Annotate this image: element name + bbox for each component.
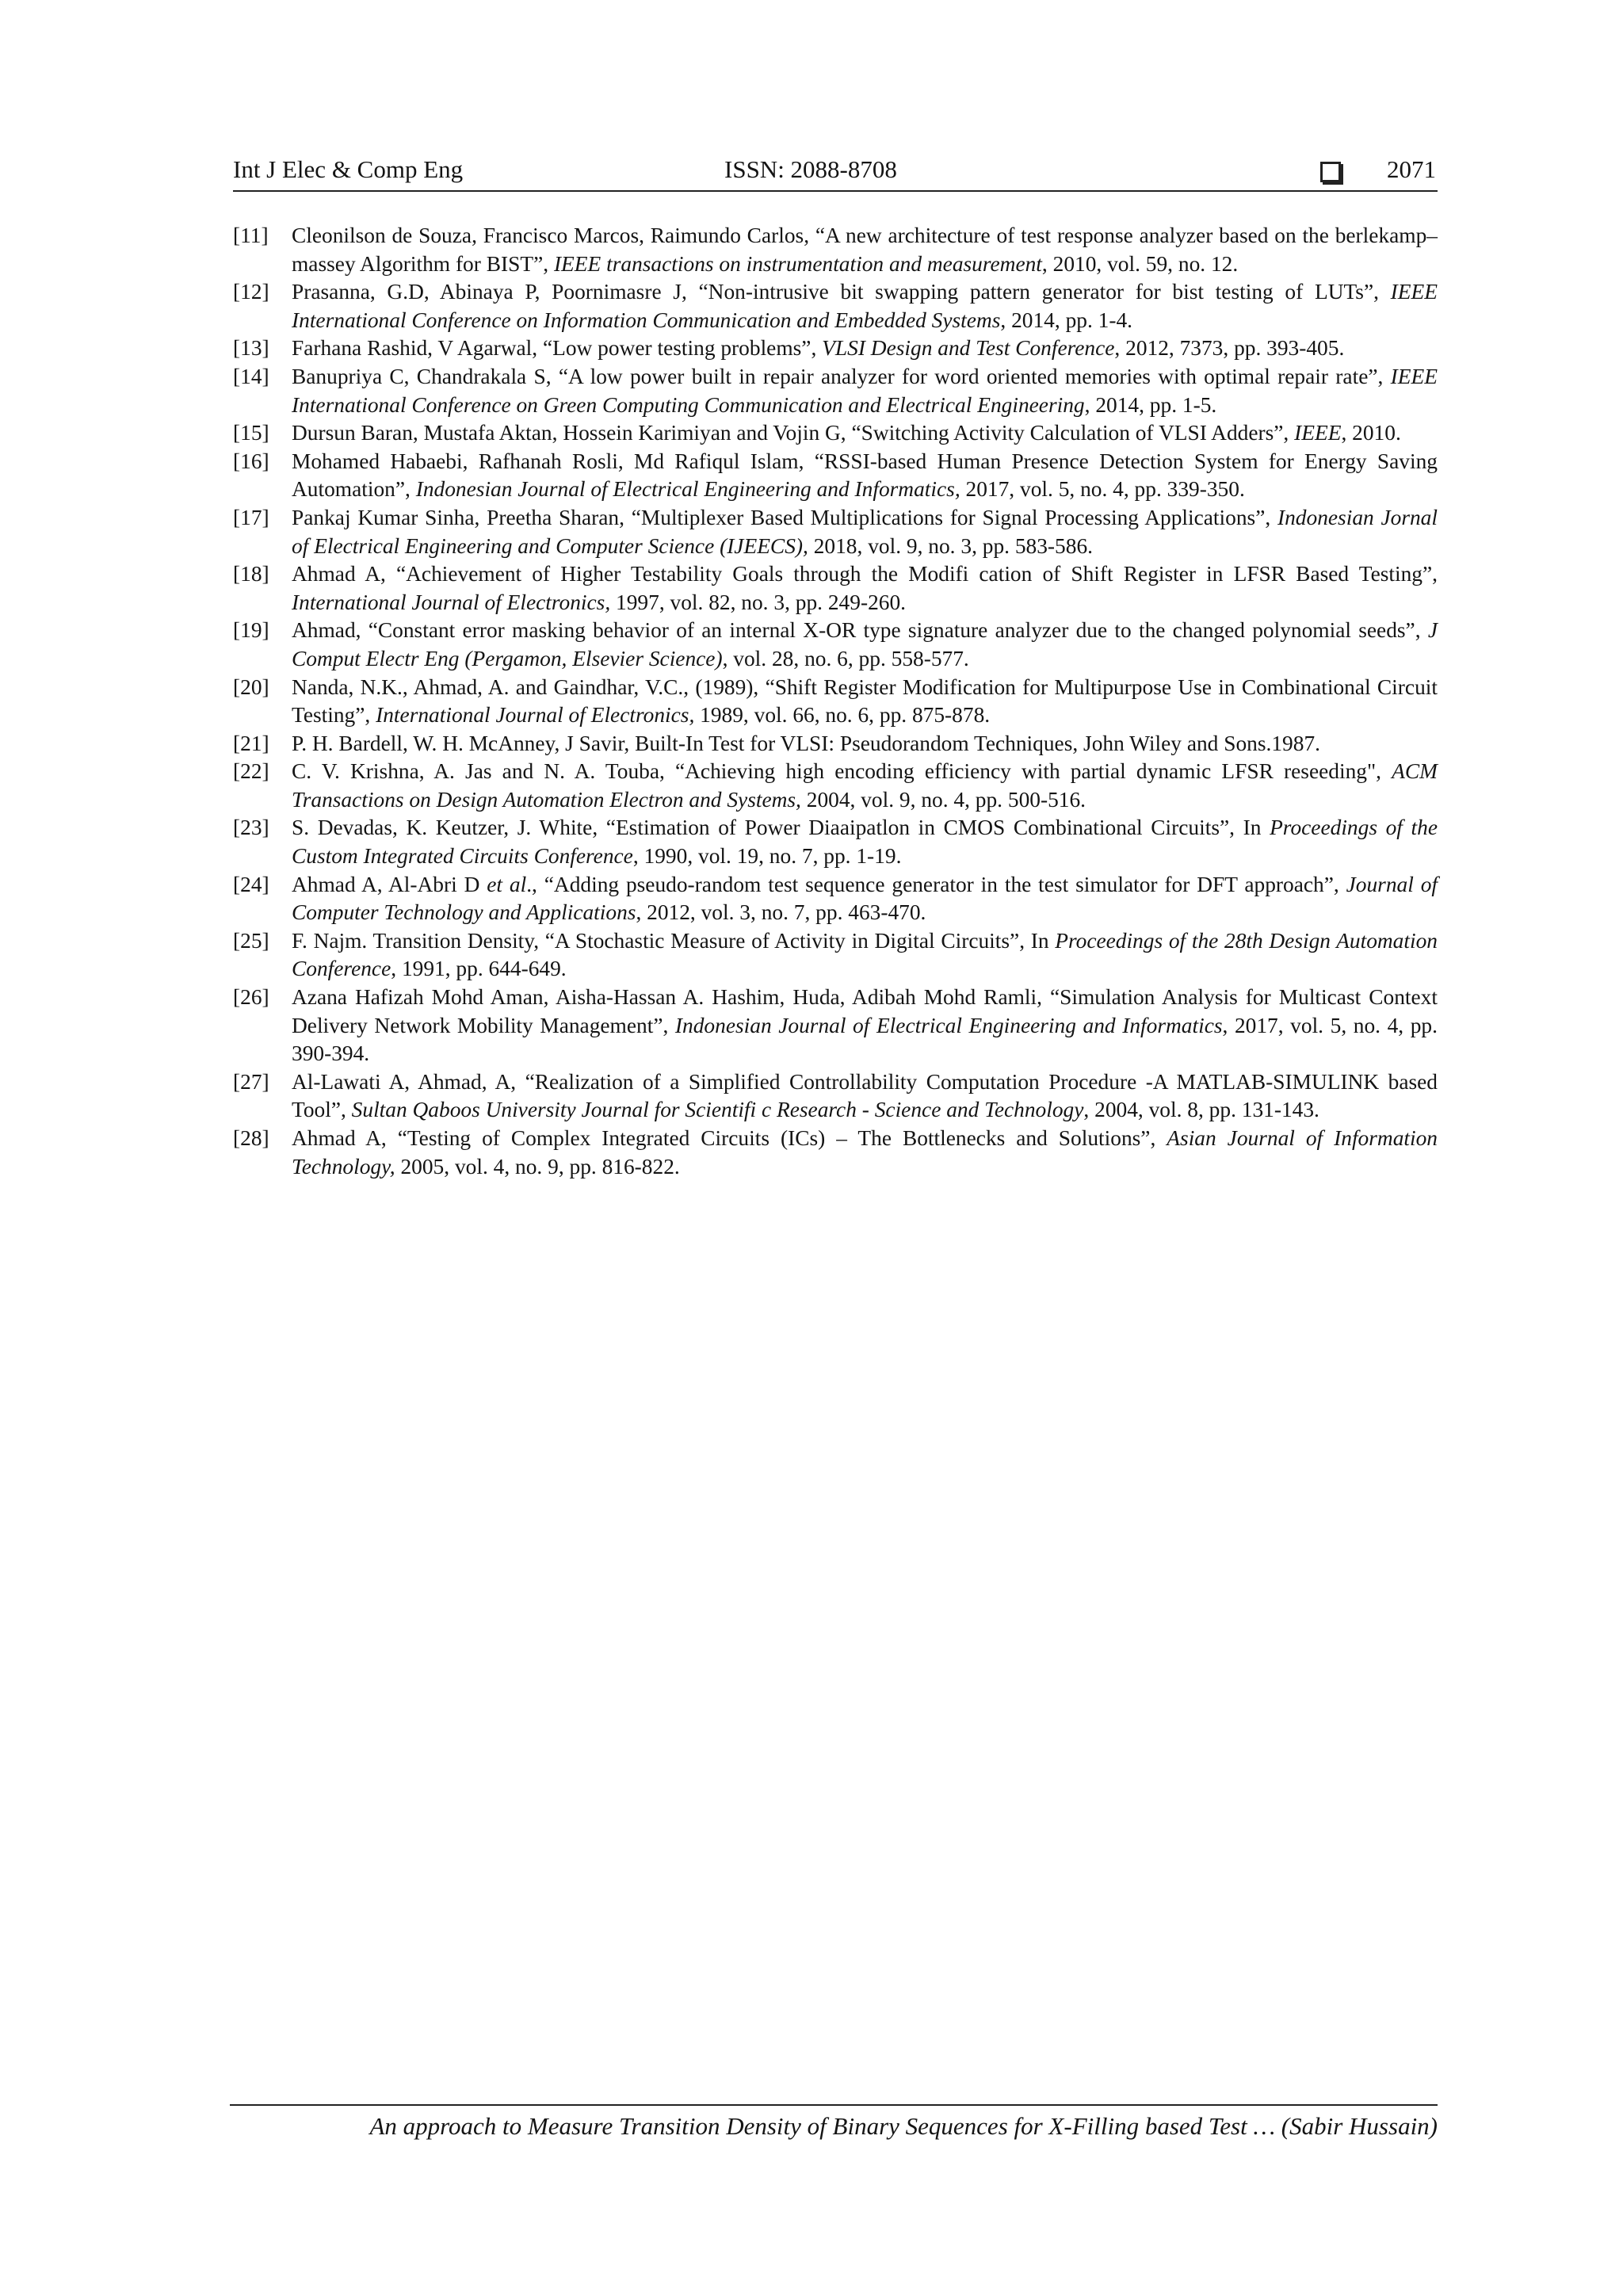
reference-source: ACM Transactions on Design Automation Electron and Systems, [292,759,1438,812]
reference-segment: Nanda, N.K., Ahmad, A. and Gaindhar, V.C., (1989), “Shift Register Modification for Multipurpose Use in Combinational Circuit Testing”, [292,674,1438,728]
reference-text [292,985,1438,1065]
journal-name: Int J Elec & Comp Eng [233,155,464,183]
page-header [233,155,1438,192]
reference-text [292,759,1438,812]
reference-source: IEEE International Conference on Green Computing Communication and Electrical Engineering [292,364,1438,417]
page-number: 2071 [1387,155,1436,183]
reference-text [292,1126,1438,1179]
reference-segment: ., “Adding pseudo-random test sequence generator in the test simulator for DFT approach”, [526,872,1346,896]
reference-source: International Journal of Electronics, [292,590,611,614]
reference-number: [11] [233,223,269,247]
reference-source: Indonesian Journal of Electrical Engineering and Informatics, [415,477,960,502]
reference-number: [12] [233,280,269,304]
reference-text [292,873,1438,925]
reference-source: Asian Journal of Information Technology, [292,1126,1438,1179]
reference-segment: 1997, vol. 82, no. 3, pp. 249-260. [610,590,906,614]
reference-source: Proceedings of the 28th Design Automation Conference [292,928,1438,981]
reference-segment: F. Najm. Transition Density, “A Stochastic Measure of Activity in Digital Circuits”, In [292,928,1056,953]
reference-item [233,1068,1438,1125]
reference-number: [28] [233,1126,269,1150]
reference-item [233,504,1438,560]
reference-item [233,871,1438,927]
reference-number: [20] [233,674,269,699]
reference-item [233,363,1438,419]
reference-segment: Al-Lawati A, Ahmad, A, “Realization of a Simplified Controllability Computation Procedure -A MATLAB-SIMULINK based Tool”, [292,1069,1438,1122]
reference-source: Journal of Computer Technology and Applications [292,872,1438,925]
reference-item [233,560,1438,617]
reference-segment: , 2012, vol. 3, no. 7, pp. 463-470. [636,900,926,925]
reference-segment: Farhana Rashid, V Agarwal, “Low power testing problems”, [292,336,823,361]
reference-source: J Comput Electr Eng (Pergamon, Elsevier Science) [292,618,1438,670]
reference-source: IEEE transactions on instrumentation and measurement [553,251,1042,276]
reference-number: [14] [233,364,269,388]
reference-segment: , 2017, vol. 5, no. 4, pp. 390-394. [292,1013,1438,1066]
reference-number: [25] [233,928,269,953]
reference-number: [22] [233,759,269,784]
reference-item [233,222,1438,278]
reference-number: [23] [233,816,269,840]
reference-number: [26] [233,985,269,1010]
reference-segment: , 2014, pp. 1-5. [1084,392,1217,417]
reference-item [233,814,1438,870]
reference-text [292,732,1320,755]
reference-segment: 1989, vol. 66, no. 6, pp. 875-878. [694,703,991,728]
reference-text [292,421,1401,445]
reference-text [292,675,1438,728]
reference-item [233,674,1438,730]
reference-segment: P. H. Bardell, W. H. McAnney, J Savir, Built-In Test for VLSI: Pseudorandom Techniques, John Wiley and Sons.1987. [292,731,1320,755]
reference-segment: Azana Hafizah Mohd Aman, Aisha-Hassan A. Hashim, Huda, Adibah Mohd Ramli, “Simulation Analysis for Multicast Context Delivery Network Mobility Management”, [292,985,1438,1037]
reference-segment: Mohamed Habaebi, Rafhanah Rosli, Md Rafiqul Islam, “RSSI-based Human Presence Detection System for Energy Saving Automation”, [292,449,1438,502]
reference-number: [24] [233,872,269,896]
reference-number: [16] [233,449,269,473]
reference-segment: , 2010, vol. 59, no. 12. [1041,251,1239,276]
reference-segment: C. V. Krishna, A. Jas and N. A. Touba, “Achieving high encoding efficiency with partial dynamic LFSR reseeding", [292,759,1392,784]
footer-title: An approach to Measure Transition Density of Binary Sequences for X-Filling based Test … (Sabir Hussain) [369,2112,1438,2140]
reference-segment: , 2014, pp. 1-4. [1000,308,1133,332]
reference-segment: Ahmad A, “Achievement of Higher Testability Goals through the Modifi cation of Shift Register in LFSR Based Testing”, [292,562,1438,586]
reference-source: IEEE [1294,421,1342,445]
reference-text [292,618,1438,670]
reference-item [233,278,1438,334]
reference-segment: , 2012, 7373, pp. 393-405. [1114,336,1345,361]
reference-segment: , 1990, vol. 19, no. 7, pp. 1-19. [632,844,902,869]
reference-text [292,816,1438,868]
reference-item [233,927,1438,984]
reference-text [292,562,1438,614]
reference-source: IEEE International Conference on Information Communication and Embedded Systems [292,280,1438,332]
reference-text [292,365,1438,417]
reference-text [292,1070,1438,1122]
reference-segment: Ahmad A, Al-Abri D [292,872,487,896]
reference-number: [17] [233,505,269,529]
reference-text [292,929,1438,981]
reference-text [292,449,1438,502]
page-footer [230,2104,1438,2141]
reference-segment: , vol. 28, no. 6, pp. 558-577. [722,646,969,670]
reference-source: Sultan Qaboos University Journal for Scientifi c Research - Science and Technology [351,1098,1084,1122]
reference-segment: Dursun Baran, Mustafa Aktan, Hossein Karimiyan and Vojin G, “Switching Activity Calculation of VLSI Adders”, [292,421,1295,445]
reference-segment: Ahmad A, “Testing of Complex Integrated Circuits (ICs) – The Bottlenecks and Solutions”, [292,1126,1167,1150]
reference-item [233,730,1438,758]
reference-number: [27] [233,1069,269,1094]
reference-list [233,222,1438,1181]
reference-number: [15] [233,421,269,445]
reference-segment: , 2004, vol. 8, pp. 131-143. [1083,1098,1319,1122]
issn: ISSN: 2088-8708 [724,155,897,183]
reference-segment: , 2010. [1341,421,1401,445]
reference-item [233,448,1438,504]
reference-text [292,506,1438,558]
reference-segment: Pankaj Kumar Sinha, Preetha Sharan, “Multiplexer Based Multiplications for Signal Processing Applications”, [292,505,1277,529]
reference-segment: 2017, vol. 5, no. 4, pp. 339-350. [960,477,1245,502]
reference-number: [18] [233,562,269,586]
reference-text [292,280,1438,332]
reference-source: Indonesian Journal of Electrical Engineering and Informatics [674,1013,1223,1037]
reference-item [233,758,1438,814]
reference-source: Proceedings of the Custom Integrated Circuits Conference [292,816,1438,869]
reference-segment: 2018, vol. 9, no. 3, pp. 583-586. [808,533,1093,558]
reference-item [233,334,1438,363]
reference-source: et al [487,872,527,896]
reference-number: [13] [233,336,269,361]
reference-segment: , 1991, pp. 644-649. [391,957,567,981]
reference-item [233,1125,1438,1181]
reference-text [292,223,1438,276]
reference-segment: Ahmad, “Constant error masking behavior of an internal X-OR type signature analyzer due to the changed polynomial seeds”, [292,618,1428,643]
reference-source: International Journal of Electronics, [376,703,695,728]
reference-number: [21] [233,731,269,755]
reference-source: Indonesian Jornal of Electrical Engineering and Computer Science (IJEECS), [292,505,1438,558]
reference-segment: 2004, vol. 9, no. 4, pp. 500-516. [800,787,1086,812]
reference-item [233,419,1438,448]
reference-segment: S. Devadas, K. Keutzer, J. White, “Estimation of Power Diaaipatlon in CMOS Combinational Circuits”, In [292,816,1270,840]
reference-segment: Prasanna, G.D, Abinaya P, Poornimasre J, “Non-intrusive bit swapping pattern generator for bist testing of LUTs”, [292,280,1391,304]
square-bullet-icon [1320,162,1341,182]
reference-segment: 2005, vol. 4, no. 9, pp. 816-822. [395,1154,680,1179]
reference-item [233,984,1438,1068]
reference-number: [19] [233,618,269,643]
reference-segment: Cleonilson de Souza, Francisco Marcos, Raimundo Carlos, “A new architecture of test response analyzer based on the berlekamp–massey Algorithm for BIST”, [292,223,1438,276]
reference-item [233,617,1438,673]
reference-segment: Banupriya C, Chandrakala S, “A low power built in repair analyzer for word oriented memories with optimal repair rate”, [292,364,1391,388]
reference-source: VLSI Design and Test Conference [822,336,1115,361]
reference-text [292,336,1344,360]
